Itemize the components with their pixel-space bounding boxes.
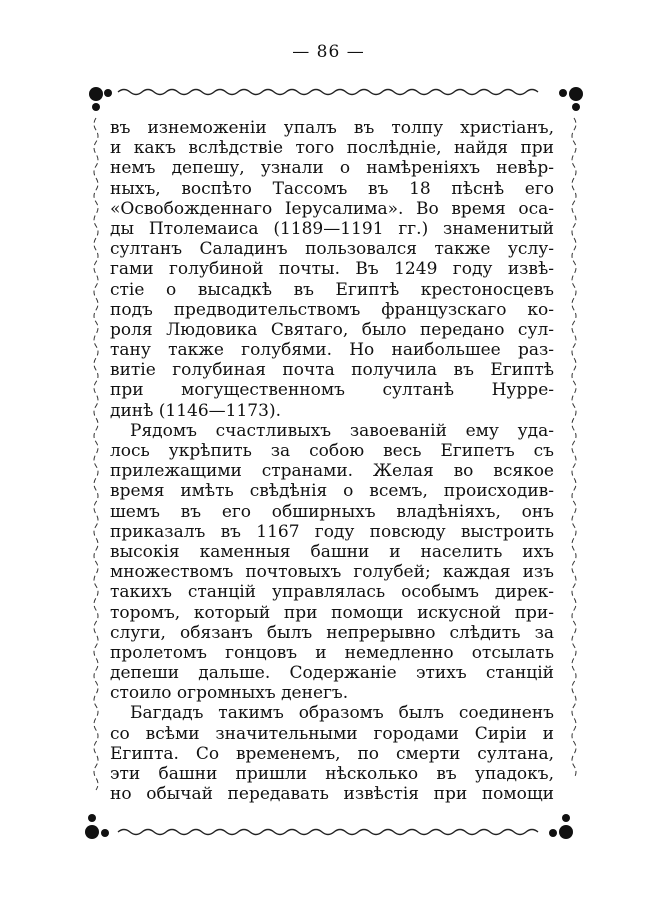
text-line: торомъ, который при помощи искусной при- — [110, 602, 554, 623]
text-line: множествомъ почтовыхъ голубей; каждая изъ — [110, 562, 554, 583]
text-line: депеши дальше. Содержаніе этихъ станцій — [110, 663, 554, 684]
text-line: витіе голубиная почта получила въ Египтѣ — [110, 360, 554, 381]
text-line: стіе о высадкѣ въ Египтѣ крестоносцевъ — [110, 279, 554, 300]
text-line: такихъ станцій управлялась особымъ дирек- — [110, 582, 554, 603]
body-text — [110, 118, 554, 804]
corner-ornament-top-left — [89, 87, 112, 111]
text-line: подъ предводительствомъ французскаго ко- — [110, 299, 554, 320]
corner-ornament-bottom-left — [85, 814, 109, 839]
text-line: прилежащими странами. Желая во всякое — [110, 461, 554, 482]
text-line: эти башни пришли нѣсколько въ упадокъ, — [110, 764, 554, 784]
paragraph-1 — [110, 118, 554, 421]
text-line: слуги, обязанъ былъ непрерывно слѣдить за — [110, 622, 554, 643]
text-line: динѣ (1146—1173). — [110, 400, 281, 421]
text-line: высокія каменныя башни и населить ихъ — [110, 541, 554, 562]
text-line: тану также голубями. Но наибольшее раз- — [110, 340, 554, 361]
text-line: Багдадъ такимъ образомъ былъ соединенъ — [130, 703, 554, 724]
paragraph-2 — [110, 421, 554, 704]
text-line: Рядомъ счастливыхъ завоеваній ему уда- — [130, 420, 554, 441]
text-line: и какъ вслѣдствіе того послѣдніе, найдя при — [110, 138, 554, 159]
text-line: стоило огромныхъ денегъ. — [110, 683, 349, 704]
text-line: приказалъ въ 1167 году повсюду выстроить — [110, 521, 554, 542]
text-line: роля Людовика Святаго, было передано сул- — [110, 319, 554, 340]
text-line: но обычай передавать извѣстія при помощи — [110, 784, 554, 805]
text-line: со всѣми значительными городами Сиріи и — [110, 723, 554, 744]
text-line: немъ депешу, узнали о намѣреніяхъ невѣр- — [110, 158, 554, 179]
text-line: лось укрѣпить за собою весь Египетъ съ — [110, 441, 554, 461]
text-line: при могущественномъ султанѣ Нурре- — [110, 380, 554, 401]
page-number: — 86 — — [292, 42, 365, 62]
paragraph-3 — [110, 703, 554, 804]
text-line: Египта. Со временемъ, по смерти султана, — [110, 743, 554, 764]
corner-ornament-bottom-right — [549, 814, 573, 839]
text-line: султанъ Саладинъ пользовался также услу- — [110, 239, 554, 260]
text-line: шемъ въ его обширныхъ владѣніяхъ, онъ — [110, 501, 554, 522]
text-line: «Освобожденнаго Іерусалима». Во время оса- — [110, 198, 554, 219]
text-line: пролетомъ гонцовъ и немедленно отсылать — [110, 642, 554, 663]
text-line: ды Птолемаиса (1189—1191 гг.) знаменитый — [110, 218, 554, 239]
text-line: въ изнеможеніи упалъ въ толпу христіанъ, — [110, 118, 554, 138]
text-line: гами голубиной почты. Въ 1249 году извѣ- — [110, 259, 554, 280]
corner-ornament-top-right — [559, 87, 583, 111]
text-line: время имѣть свѣдѣнія о всемъ, происходив- — [110, 481, 554, 502]
text-line: ныхъ, воспѣто Тассомъ въ 18 пѣснѣ его — [110, 178, 554, 199]
